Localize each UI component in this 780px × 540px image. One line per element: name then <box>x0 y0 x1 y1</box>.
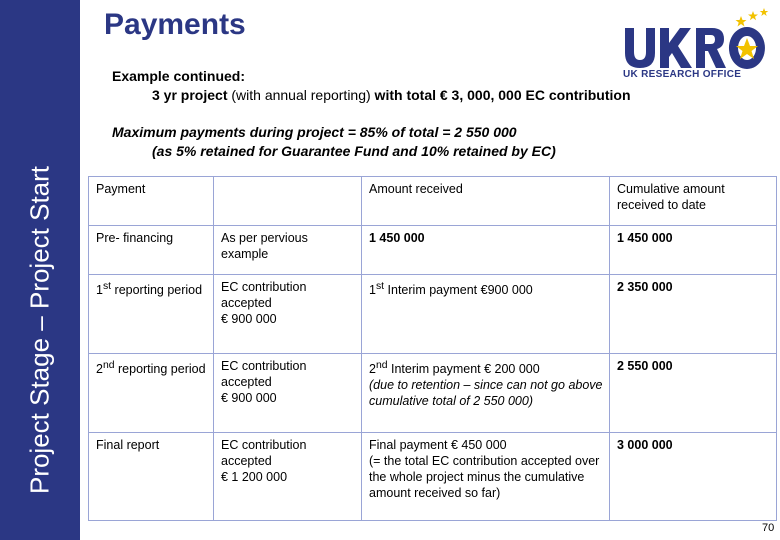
table-row <box>89 433 777 521</box>
cell-payment: 2nd reporting period <box>89 354 214 433</box>
cell-cumulative: 2 350 000 <box>610 275 777 354</box>
page-title: Payments <box>104 8 246 41</box>
logo-star-small-2 <box>748 11 758 20</box>
cell-payment: Pre- financing <box>89 226 214 275</box>
max-payments-line-2: (as 5% retained for Guarantee Fund and 10% retained by EC) <box>152 143 556 159</box>
intro-line-1: Example continued: <box>112 68 246 84</box>
logo-subtitle: UK RESEARCH OFFICE <box>623 69 742 80</box>
table-header-row <box>89 177 777 226</box>
header-basis <box>214 177 362 226</box>
cell-cumulative: 2 550 000 <box>610 354 777 433</box>
table-row <box>89 226 777 275</box>
logo-letter-r <box>696 28 726 68</box>
logo-star-small-1 <box>736 16 747 27</box>
cell-amount: Final payment € 450 000 (= the total EC contribution accepted over the whole project minus the cumulative amount received so far) <box>362 433 610 521</box>
cell-amount: 1st Interim payment €900 000 <box>362 275 610 354</box>
logo-letter-k <box>660 28 692 68</box>
header-payment: Payment <box>89 177 214 226</box>
cell-basis: EC contribution accepted € 1 200 000 <box>214 433 362 521</box>
project-stage-label: Project Stage – Project Start <box>24 165 55 495</box>
intro-line-2: 3 yr project (with annual reporting) with total € 3, 000, 000 EC contribution <box>152 87 631 103</box>
cell-basis: EC contribution accepted € 900 000 <box>214 354 362 433</box>
cell-payment: Final report <box>89 433 214 521</box>
cell-amount: 2nd Interim payment € 200 000 (due to retention – since can not go above cumulative total of 2 550 000) <box>362 354 610 433</box>
cell-payment: 1st reporting period <box>89 275 214 354</box>
page-number: 70 <box>762 522 775 534</box>
max-payments-line-1: Maximum payments during project = 85% of total = 2 550 000 <box>112 124 517 140</box>
cell-cumulative: 3 000 000 <box>610 433 777 521</box>
cell-amount: 1 450 000 <box>362 226 610 275</box>
header-amount: Amount received <box>362 177 610 226</box>
header-cumulative: Cumulative amount received to date <box>610 177 777 226</box>
logo-letter-u <box>625 28 655 68</box>
cell-basis: EC contribution accepted € 900 000 <box>214 275 362 354</box>
cell-basis: As per pervious example <box>214 226 362 275</box>
cell-cumulative: 1 450 000 <box>610 226 777 275</box>
table-row <box>89 354 777 433</box>
sidebar <box>0 0 80 540</box>
logo-star-small-3 <box>760 8 769 16</box>
table-row <box>89 275 777 354</box>
payments-table <box>88 176 777 521</box>
